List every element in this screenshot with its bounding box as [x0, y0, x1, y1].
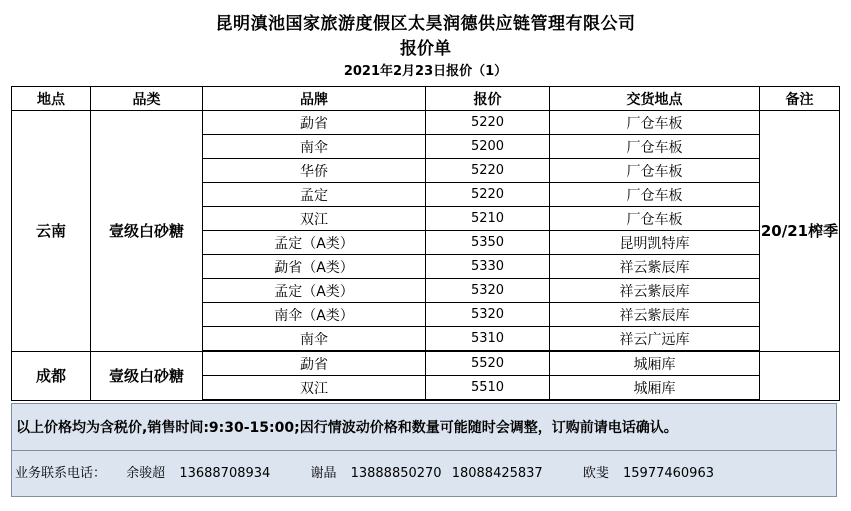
cell-delivery: 厂仓车板 [550, 207, 760, 231]
cell-delivery: 祥云紫辰库 [550, 279, 760, 303]
column-header-category: 品类 [91, 87, 203, 111]
contact-phone: 15977460963 [623, 466, 714, 481]
document-subtitle: 报价单 [400, 39, 451, 59]
contact-label: 业务联系电话： [15, 466, 107, 481]
cell-brand: 双江 [203, 207, 426, 231]
cell-price: 5220 [426, 159, 550, 183]
cell-delivery: 祥云紫辰库 [550, 255, 760, 279]
cell-delivery: 厂仓车板 [550, 183, 760, 207]
table-row [12, 111, 840, 135]
cell-price: 5220 [426, 183, 550, 207]
quote-date: 2021年2月23日报价（1） [343, 64, 508, 79]
cell-brand: 双江 [203, 376, 426, 401]
cell-price: 5320 [426, 279, 550, 303]
table-body [12, 111, 840, 401]
table-row [12, 351, 840, 376]
cell-price: 5350 [426, 231, 550, 255]
cell-delivery: 城厢库 [550, 376, 760, 401]
cell-brand: 南伞 [203, 135, 426, 159]
cell-price: 5220 [426, 111, 550, 135]
price-note: 以上价格均为含税价,销售时间:9:30-15:00;因行情波动价格和数量可能随时会调整，订购前请电话确认。 [11, 403, 837, 451]
contact-line [11, 451, 837, 497]
cell-brand: 孟定（A类） [203, 279, 426, 303]
cell-brand: 孟定 [203, 183, 426, 207]
column-header-delivery: 交货地点 [550, 87, 760, 111]
cell-delivery: 厂仓车板 [550, 111, 760, 135]
column-header-price: 报价 [426, 87, 550, 111]
cell-remark [760, 351, 840, 400]
cell-price: 5330 [426, 255, 550, 279]
column-header-brand: 品牌 [203, 87, 426, 111]
cell-category: 壹级白砂糖 [91, 111, 203, 352]
cell-delivery: 厂仓车板 [550, 135, 760, 159]
cell-brand: 南伞（A类） [203, 303, 426, 327]
column-header-place: 地点 [12, 87, 91, 111]
cell-price: 5210 [426, 207, 550, 231]
contact-phone: 13888850270 [350, 466, 442, 481]
cell-price: 5520 [426, 351, 550, 376]
table-header-row [12, 87, 840, 111]
cell-delivery: 厂仓车板 [550, 159, 760, 183]
cell-delivery: 昆明凯特库 [550, 231, 760, 255]
cell-brand: 南伞 [203, 327, 426, 352]
contact-phone: 13688708934 [179, 466, 271, 481]
cell-brand: 勐省（A类） [203, 255, 426, 279]
price-table [11, 86, 840, 401]
cell-price: 5510 [426, 376, 550, 401]
cell-price: 5310 [426, 327, 550, 352]
cell-delivery: 城厢库 [550, 351, 760, 376]
cell-brand: 孟定（A类） [203, 231, 426, 255]
cell-brand: 勐省 [203, 351, 426, 376]
cell-delivery: 祥云紫辰库 [550, 303, 760, 327]
contact-name: 谢晶 [310, 466, 337, 481]
cell-price: 5200 [426, 135, 550, 159]
cell-delivery: 祥云广远库 [550, 327, 760, 352]
cell-price: 5320 [426, 303, 550, 327]
contact-phone: 18088425837 [451, 466, 543, 481]
cell-remark: 20/21榨季 [760, 111, 840, 352]
cell-category: 壹级白砂糖 [91, 351, 203, 400]
company-title: 昆明滇池国家旅游度假区太昊润德供应链管理有限公司 [215, 14, 636, 34]
cell-brand: 华侨 [203, 159, 426, 183]
contact-name: 欧斐 [582, 466, 609, 481]
cell-brand: 勐省 [203, 111, 426, 135]
contact-name: 余骏超 [126, 466, 166, 481]
column-header-remark: 备注 [760, 87, 840, 111]
cell-place: 成都 [12, 351, 91, 400]
cell-place: 云南 [12, 111, 91, 352]
